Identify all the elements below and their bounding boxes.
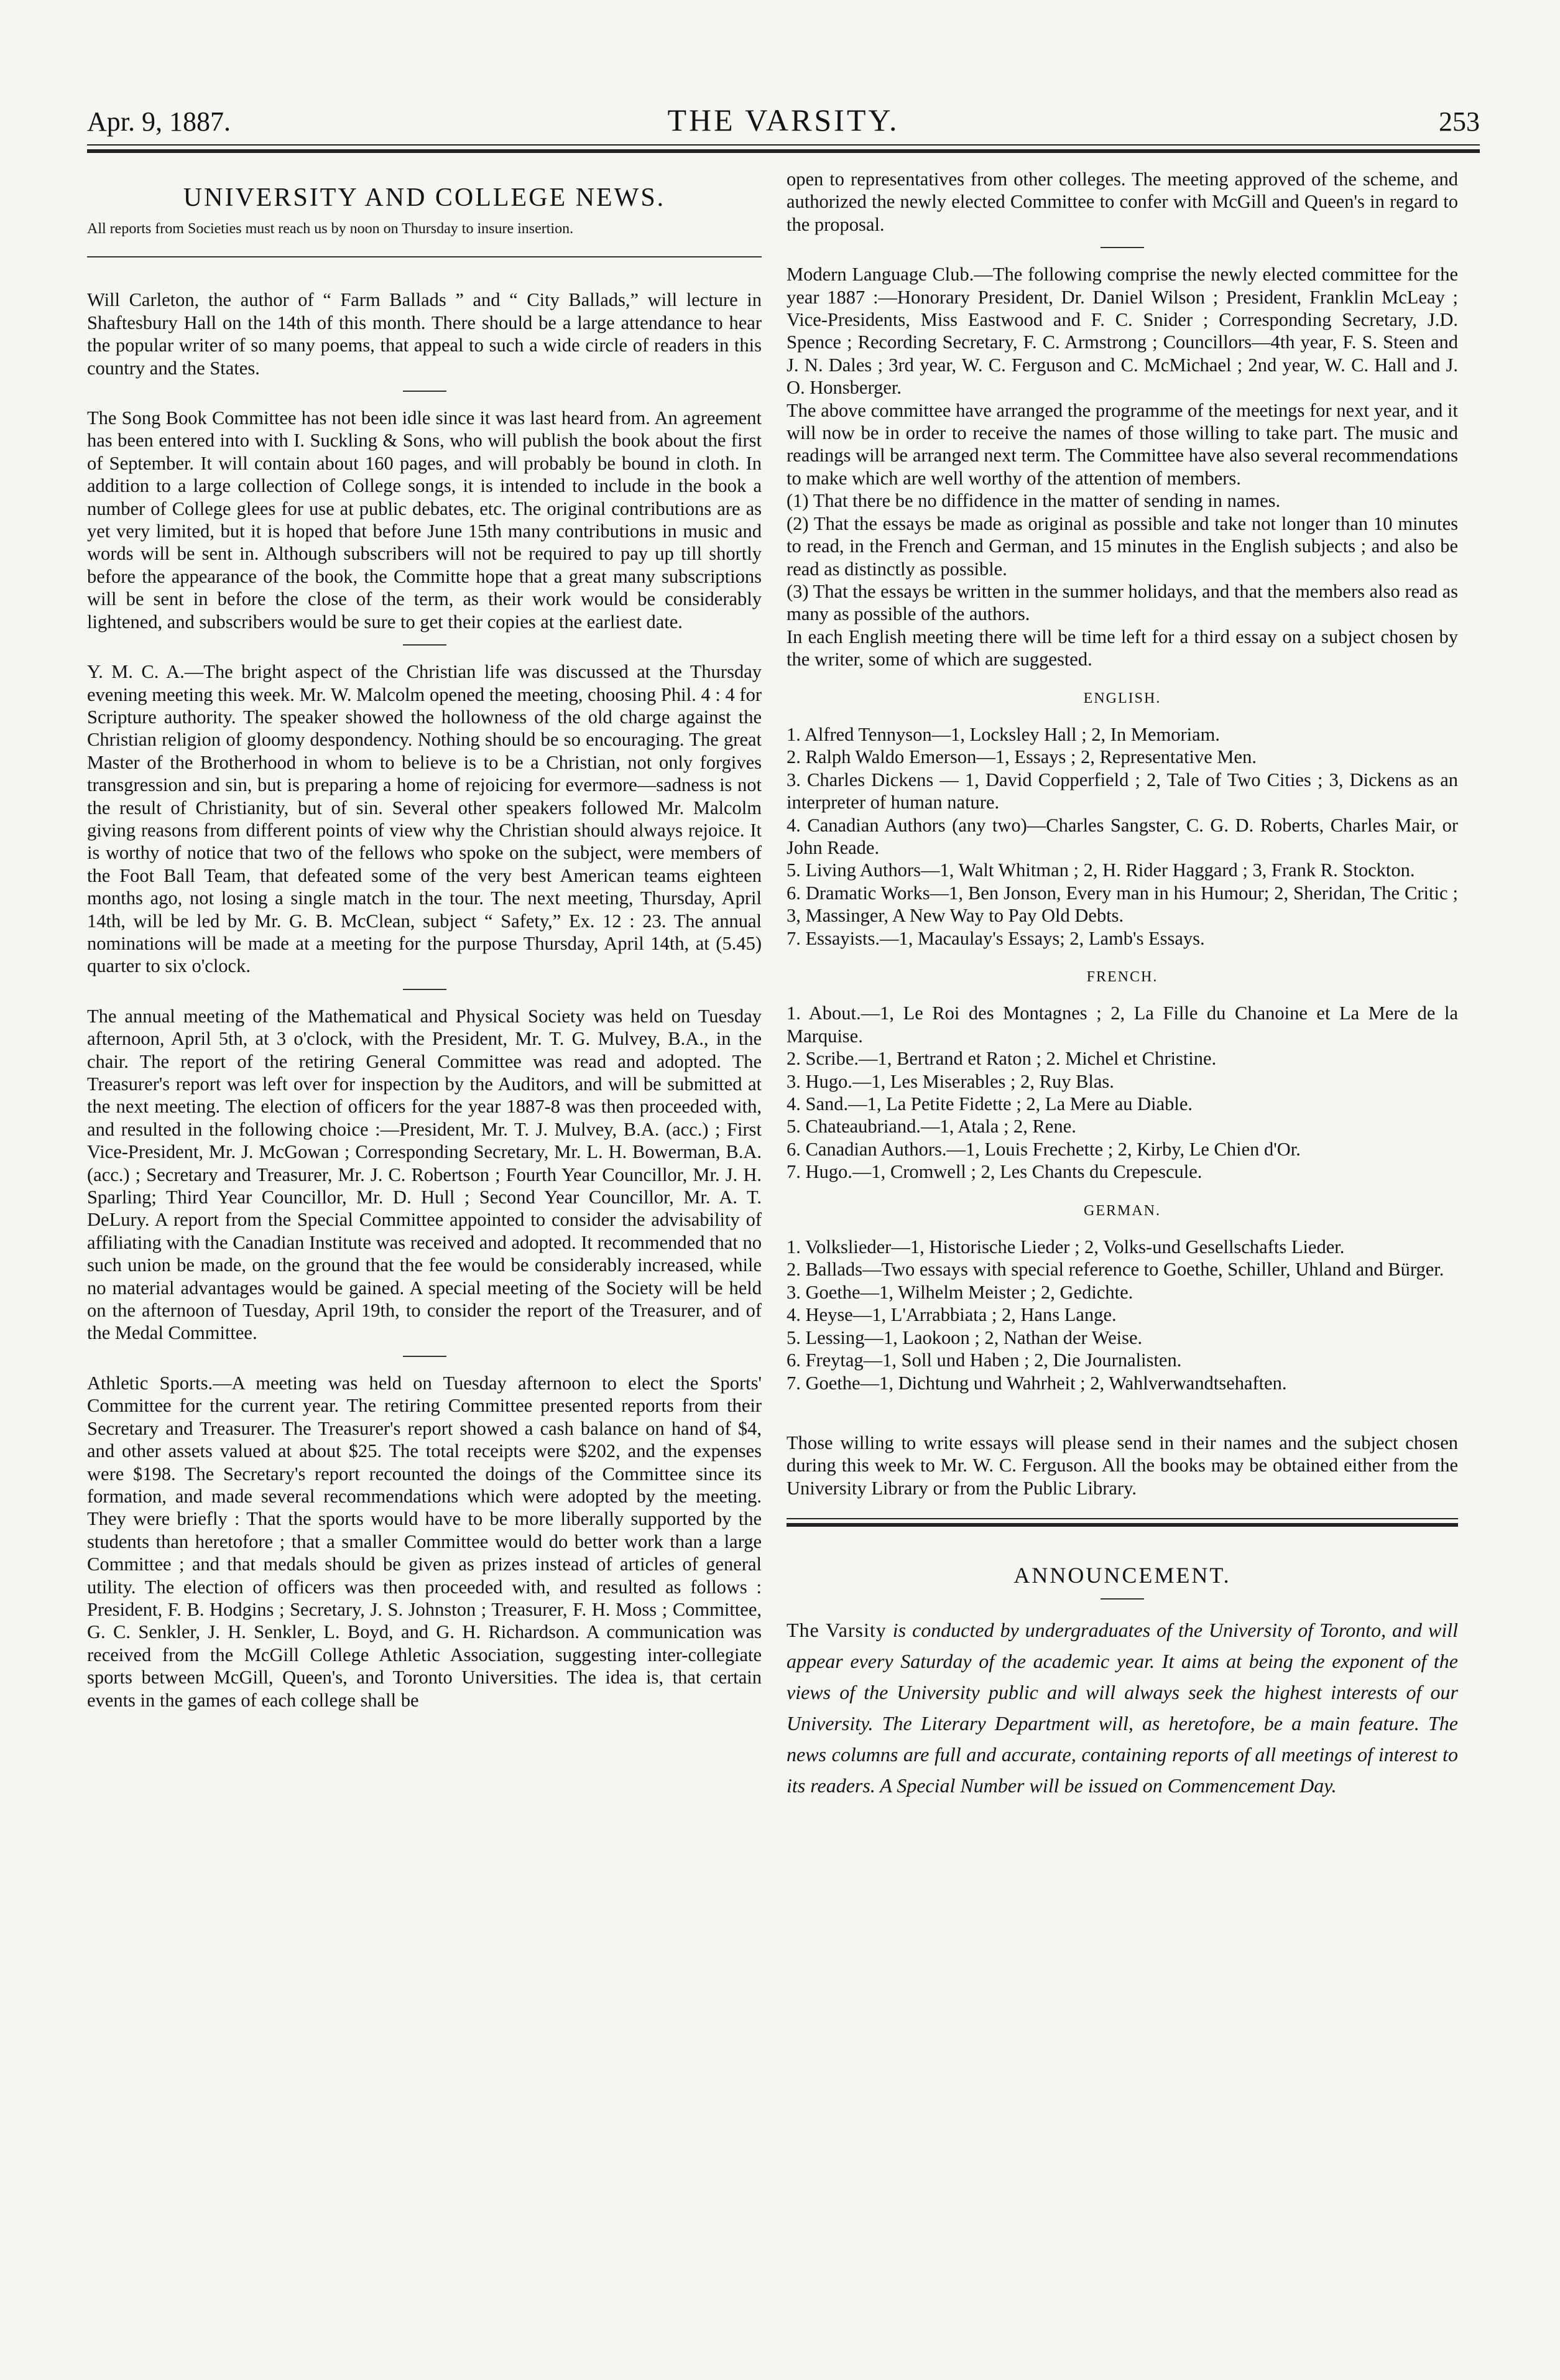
list-item: 6. Freytag—1, Soll und Haben ; 2, Die Journalisten. [787,1350,1182,1371]
announcement-lead: The Varsity [787,1618,887,1641]
item-divider [403,391,446,392]
list-item: 3. Charles Dickens — 1, David Copperfield ; 2, Tale of Two Cities ; 3, Dickens as an interpreter of human nature. [787,769,1458,813]
mlc-programme: The above committee have arranged the programme of the meetings for next year, and it will now be in order to receive the names of those willing to take part. The music and readings will be arranged next term. The Committee have also several recommendations to make which are well worthy of the attention of members. [787,399,1458,489]
list-item: 5. Chateaubriand.—1, Atala ; 2, Rene. [787,1116,1076,1137]
list-item: 3. Goethe—1, Wilhelm Meister ; 2, Gedichte. [787,1281,1133,1303]
header-rule-thick [87,149,1480,153]
closing-note: Those willing to write essays will please send in their names and the subject chosen during this week to Mr. W. C. Ferguson. All the books may be obtained either from the University Library or from the Public Library. [787,1432,1458,1499]
masthead: THE VARSITY. [667,103,900,137]
list-item: 6. Canadian Authors.—1, Louis Frechette ; 2, Kirby, Le Chien d'Or. [787,1138,1301,1160]
section-rule [87,256,762,257]
list-item: 4. Sand.—1, La Petite Fidette ; 2, La Mere au Diable. [787,1093,1193,1115]
list-item: 7. Goethe—1, Dichtung und Wahrheit ; 2, Wahlverwandtsehaften. [787,1372,1287,1394]
list-item: 7. Hugo.—1, Cromwell ; 2, Les Chants du Crepescule. [787,1161,1202,1183]
list-item: 3. Hugo.—1, Les Miserables ; 2, Ruy Blas. [787,1070,1114,1092]
spacer [787,1394,1458,1432]
list-item: 5. Lessing—1, Laokoon ; 2, Nathan der Weise. [787,1327,1143,1348]
list-item: 2. Scribe.—1, Bertrand et Raton ; 2. Michel et Christine. [787,1048,1217,1070]
list-item: 2. Ballads—Two essays with special reference to Goethe, Schiller, Uhland and Bürger. [787,1259,1444,1280]
french-heading: FRENCH. [1086,969,1158,985]
list-item: 4. Canadian Authors (any two)—Charles Sangster, C. G. D. Roberts, Charles Mair, or John Reade. [787,814,1458,858]
german-heading: GERMAN. [1083,1202,1161,1219]
news-item: Will Carleton, the author of “ Farm Ballads ” and “ City Ballads,” will lecture in Shaftesbury Hall on the 14th of this month. There should be a large attendance to hear the popular writer of so many poems, that appeal to such a wide circle of readers in this country and the States. [87,289,762,379]
recommendation-item: (3) That the essays be written in the summer holidays, and that the members also read as many as possible of the authors. [787,580,1458,625]
list-item: 2. Ralph Waldo Emerson—1, Essays ; 2, Representative Men. [787,746,1257,768]
announcement-title: ANNOUNCEMENT. [1013,1563,1231,1588]
list-item: 1. Volkslieder—1, Historische Lieder ; 2, Volks-und Gesellschafts Lieder. [787,1236,1345,1258]
list-item: 1. About.—1, Le Roi des Montagnes ; 2, La Fille du Chanoine et La Mere de la Marquise. [787,1002,1458,1047]
left-column [87,168,762,1711]
list-item: 1. Alfred Tennyson—1, Locksley Hall ; 2, In Memoriam. [787,723,1220,745]
announcement-rule-thick [787,1523,1458,1527]
item-divider [403,989,446,990]
recommendation-item: (1) That there be no diffidence in the matter of sending in names. [787,490,1281,512]
news-item: Y. M. C. A.—The bright aspect of the Christian life was discussed at the Thursday evening meeting this week. Mr. W. Malcolm opened the meeting, choosing Phil. 4 : 4 for Scripture authority. The speaker showed the hollowness of the old charge against the Christian religion of gloomy despondency. Nothing should be so encouraging. The great Master of the Brotherhood in whom to believe is to be a Christian, not only forgives transgression and sin, but is preparing a home of rejoicing for evermore—sadness is not the result of Christianity, but of sin. Several other speakers followed Mr. Malcolm giving reasons from different points of view why the Christian should always rejoice. It is worthy of notice that two of the fellows who spoke on the subject, were members of the Foot Ball Team, that defeated some of the very best American teams eighteen months ago, not losing a single match in the tour. The next meeting, Thursday, April 14th, will be led by Mr. G. B. McClean, subject “ Safety,” Ex. 12 : 23. The annual nominations will be made at a meeting for the purpose Thursday, April 14th, at (5.45) quarter to six o'clock. [87,661,762,977]
continued-text: open to representatives from other colleges. The meeting approved of the scheme, and authorized the newly elected Committee to confer with McGill and Queen's in regard to the proposal. [787,169,1458,235]
announcement-rule-thin [787,1518,1458,1519]
issue-date: Apr. 9, 1887. [87,106,231,137]
section-title: UNIVERSITY AND COLLEGE NEWS. [183,183,666,212]
header-rule-thin [87,144,1480,146]
news-item: The annual meeting of the Mathematical and Physical Society was held on Tuesday afternoon, April 5th, at 3 o'clock, with the President, Mr. T. G. Mulvey, B.A., in the chair. The report of the retiring General Committee was read and adopted. The Treasurer's report was left over for inspection by the Auditors, and will be submitted at the next meeting. The election of officers for the year 1887-8 was then proceeded with, and resulted in the following choice :—President, Mr. T. J. Mulvey, B.A. (acc.) ; First Vice-President, Mr. J. McGowan ; Corresponding Secretary, Mr. L. H. Bowerman, B.A. (acc.) ; Secretary and Treasurer, Mr. J. C. Robertson ; Fourth Year Councillor, Mr. J. H. Sparling; Third Year Councillor, Mr. D. Hull ; Second Year Councillor, Mr. A. T. DeLury. A report from the Special Committee appointed to consider the advisability of affiliating with the Canadian Institute was received and adopted. It recommended that no such union be made, on the ground that the fee would be considerably increased, while no material advantages would be gained. A special meeting of the Society will be held on the afternoon of Tuesday, April 19th, to consider the report of the Treasurer, and of the Medal Committee. [87,1005,762,1344]
item-divider [1101,1598,1144,1600]
announcement-body [787,1614,1458,1801]
submission-note: All reports from Societies must reach us by noon on Thursday to insure insertion. [87,221,574,238]
announcement-text: is conducted by undergraduates of the University of Toronto, and will appear every Saturday of the academic year. It aims at being the exponent of the views of the University public and will always seek the highest interests of our University. The Literary Department will, as heretofore, be a main feature. The news columns are full and accurate, containing reports of all meetings of interest to its readers. A Special Number will be issued on Commencement Day. [787,1618,1459,1797]
list-item: 7. Essayists.—1, Macaulay's Essays; 2, Lamb's Essays. [787,927,1205,949]
page-header [87,100,1480,143]
recommendation-item: (2) That the essays be made as original as possible and take not longer than 10 minutes to read, in the French and German, and 15 minutes in the English subjects ; and also be read as distinctly as possible. [787,512,1458,580]
item-divider [403,644,446,646]
english-heading: ENGLISH. [1083,690,1161,706]
list-item: 6. Dramatic Works—1, Ben Jonson, Every man in his Humour; 2, Sheridan, The Critic ; 3, Massinger, A New Way to Pay Old Debts. [787,882,1458,927]
mlc-committee: Modern Language Club.—The following comprise the newly elected committee for the year 1887 :—Honorary President, Dr. Daniel Wilson ; President, Franklin McLeay ; Vice-Presidents, Miss Eastwood and F. C. Snider ; Corresponding Secretary, J.D. Spence ; Recording Secretary, F. C. Armstrong ; Councillors—4th year, F. S. Steen and J. N. Dales ; 3rd year, W. C. Ferguson and C. McMichael ; 2nd year, W. C. Hall and J. O. Honsberger. [787,264,1458,399]
list-item: 4. Heyse—1, L'Arrabbiata ; 2, Hans Lange. [787,1304,1117,1326]
english-note: In each English meeting there will be time left for a third essay on a subject chosen by the writer, some of which are suggested. [787,626,1458,670]
item-divider [1101,247,1144,248]
news-item: The Song Book Committee has not been idle since it was last heard from. An agreement has been entered into with I. Suckling & Sons, who will publish the book about the first of September. It will contain about 160 pages, and will probably be bound in cloth. In addition to a large collection of College songs, it is intended to include in the book a number of College glees for use at public debates, etc. The original contributions are as yet very limited, but it is hoped that before June 15th many contributions in music and words will be sent in. Although subscribers will not be required to pay up till shortly before the appearance of the book, the Committe hope that a great many subscriptions will be sent in before the close of the term, as their work would be considerably lightened, and subscribers would be sure to get their copies at the earliest date. [87,407,762,632]
page-number: 253 [1439,106,1480,137]
news-item: Athletic Sports.—A meeting was held on Tuesday afternoon to elect the Sports' Committee for the current year. The retiring Committee presented reports from their Secretary and Treasurer. The Treasurer's report showed a cash balance on hand of $4, and other assets valued at about $25. The total receipts were $202, and the expenses were $198. The Secretary's report recounted the doings of the Committee since its formation, and made several recommendations which were adopted by the meeting. They were briefly : That the sports would have to be more liberally supported by the students than heretofore ; that a smaller Committee would do better work than a large Committee ; and that medals should be given as prizes instead of articles of general utility. The election of officers was then proceeded with, and resulted as follows : President, F. B. Hodgins ; Secretary, J. S. Johnston ; Treasurer, F. H. Moss ; Committee, G. C. Senkler, J. H. Senkler, L. Boyd, and G. H. Richardson. A communication was received from the McGill College Athletic Association, suggesting inter-collegiate sports between McGill, Queen's, and Toronto Universities. The idea is, that certain events in the games of each college shall be [87,1372,762,1711]
item-divider [403,1356,446,1357]
right-column [787,168,1458,1801]
list-item: 5. Living Authors—1, Walt Whitman ; 2, H. Rider Haggard ; 3, Frank R. Stockton. [787,859,1415,881]
